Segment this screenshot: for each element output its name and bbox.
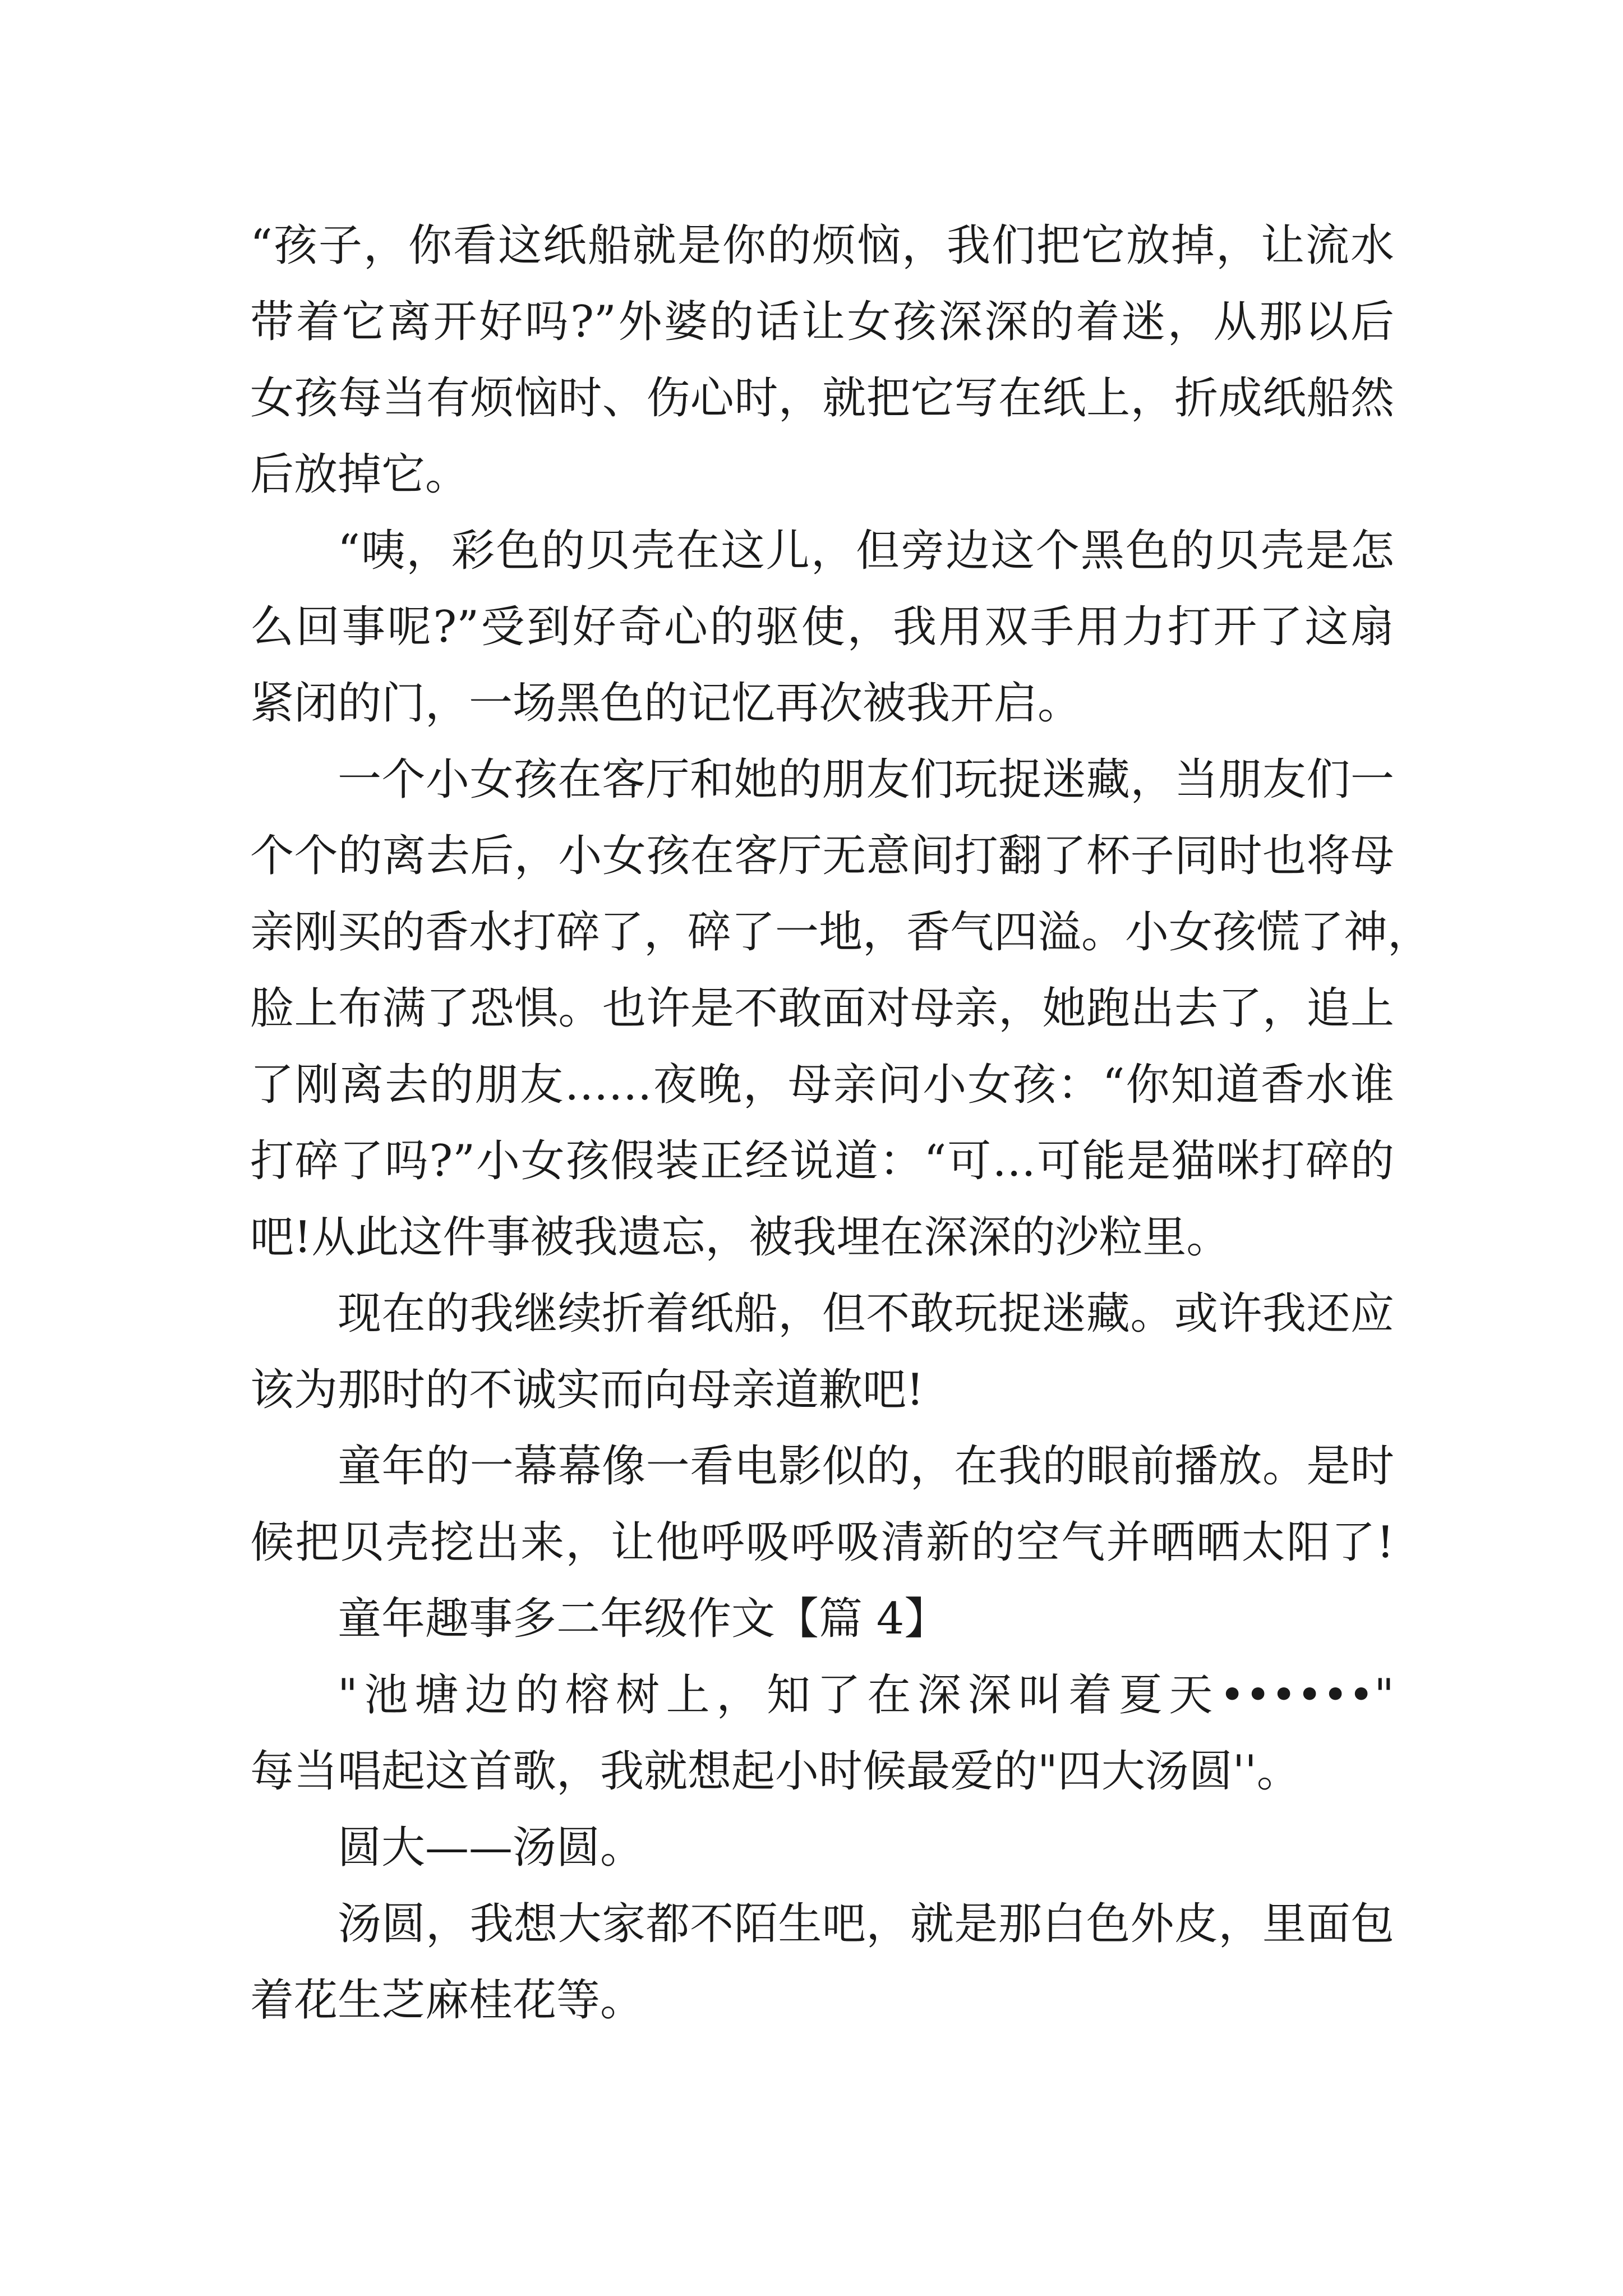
text-line: 候把贝壳挖出来，让他呼吸呼吸清新的空气并晒晒太阳了! <box>250 1517 1394 1568</box>
text-line: 该为那时的不诚实而向母亲道歉吧! <box>250 1365 924 1415</box>
text-line: 女孩每当有烦恼时、伤心时，就把它写在纸上，折成纸船然 <box>250 373 1394 424</box>
text-line: 紧闭的门，一场黑色的记忆再次被我开启。 <box>250 678 1082 729</box>
text-line: 亲刚买的香水打碎了，碎了一地，香气四溢。小女孩慌了神， <box>250 907 1432 958</box>
text-line: 后放掉它。 <box>250 449 469 500</box>
text-line: 圆大——汤圆。 <box>338 1823 644 1873</box>
section-heading: 童年趣事多二年级作文【篇 4】 <box>338 1594 948 1644</box>
text-line: 打碎了吗?”小女孩假装正经说道：“可…可能是猫咪打碎的 <box>250 1136 1394 1186</box>
text-line: 现在的我继续折着纸船，但不敢玩捉迷藏。或许我还应 <box>338 1289 1394 1339</box>
text-line: 了刚离去的朋友……夜晚，母亲问小女孩：“你知道香水谁 <box>250 1060 1394 1110</box>
text-line: 个个的离去后，小女孩在客厅无意间打翻了杯子同时也将母 <box>250 831 1394 881</box>
text-line: 每当唱起这首歌，我就想起小时候最爱的"四大汤圆''。 <box>250 1746 1301 1797</box>
text-line: 一个小女孩在客厅和她的朋友们玩捉迷藏，当朋友们一 <box>338 754 1394 805</box>
text-line: 带着它离开好吗?”外婆的话让女孩深深的着迷，从那以后 <box>250 297 1394 347</box>
text-line: 童年的一幕幕像一看电影似的，在我的眼前播放。是时 <box>338 1441 1394 1492</box>
text-line: “孩子，你看这纸船就是你的烦恼，我们把它放掉，让流水 <box>250 220 1394 271</box>
text-line: "池塘边的榕树上，知了在深深叫着夏天••••••" <box>338 1670 1394 1720</box>
text-line: 汤圆，我想大家都不陌生吧，就是那白色外皮，里面包 <box>338 1899 1394 1949</box>
text-line: 么回事呢?”受到好奇心的驱使，我用双手用力打开了这扇 <box>250 602 1394 652</box>
text-line: 脸上布满了恐惧。也许是不敢面对母亲，她跑出去了，追上 <box>250 983 1394 1034</box>
text-line: 着花生芝麻桂花等。 <box>250 1975 644 2026</box>
text-line: 吧!从此这件事被我遗忘，被我埋在深深的沙粒里。 <box>250 1212 1230 1263</box>
document-body <box>250 208 1432 2039</box>
text-line: “咦，彩色的贝壳在这儿，但旁边这个黑色的贝壳是怎 <box>338 526 1394 576</box>
